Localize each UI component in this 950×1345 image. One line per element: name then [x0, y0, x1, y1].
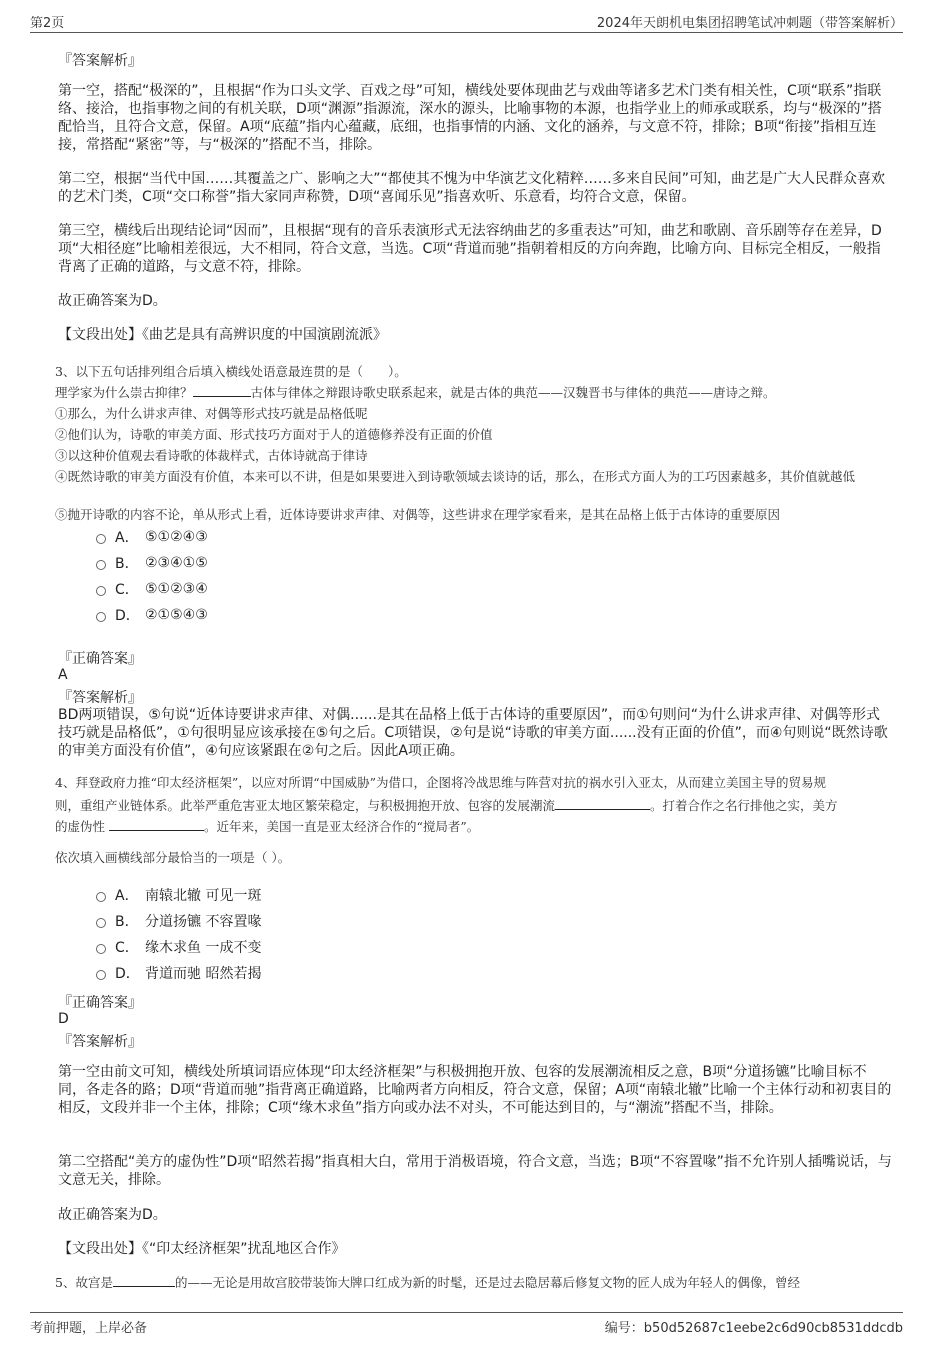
q2-analysis-para3: 第三空，横线后出现结论词“因而”，且根据“现有的音乐表演形式无法容纳曲艺的多重表达”可知，曲艺和歌剧、音乐剧等存在差异，D项“大相径庭”比喻相差很远，大不相同，符合文意，当选。C项“背道而驰”指朝着相反的方向奔跑，比喻方向、目标完全相反，一般指背离了正确的道路，与文意不符，排除。	[58, 223, 882, 275]
q4-analysis-para1: 第一空由前文可知，横线处所填词语应体现“印太经济框架”与积极拥抱开放、包容的发展潮流相反之意，B项“分道扬镳”比喻目标不同，各走各的路；D项“背道而驰”指背离正确道路，比喻两者方向相反，符合文意，保留；A项“南辕北辙”比喻一个主体行动和初衷目的相反，文段并非一个主体，排除；C项“缘木求鱼”指方向或办法不对头，不可能达到目的，与“潮流”搭配不当，排除。	[58, 1064, 892, 1116]
footer-slogan: 考前押题，上岸必备	[30, 1321, 148, 1336]
q2-analysis-para2: 第二空，根据“当代中国……其覆盖之广、影响之大”“都使其不愧为中华演艺文化精粹……多来自民间”可知，曲艺是广大人民群众喜欢的艺术门类，C项“交口称誉”指大家同声称赞，D项“喜闻乐见”指喜欢听、乐意看，均符合文意，保留。	[58, 171, 886, 205]
q4-blank-2	[109, 818, 204, 831]
option-letter: B．	[115, 914, 139, 930]
option-text: ②①⑤④③	[145, 607, 208, 623]
q3-intro-tail: 古体与律体之辩跟诗歌史联系起来，就是古体的典范——汉魏晋书与律体的典范——唐诗之辩。	[250, 385, 776, 400]
q4-prompt: 依次填入画横线部分最恰当的一项是（ ）。	[55, 850, 291, 865]
q3-analysis: BD两项错误，⑤句说“近体诗要讲求声律、对偶......是其在品格上低于古体诗的重要原因”，而①句则问“为什么讲求声律、对偶等形式技巧就是品格低”，①句很明显应该承接在⑤句之后。C项错误，②句是说“诗歌的审美方面......没有正面的价值”，而④句则说“既然诗歌的审美方面没有价值”，④句应该紧跟在②句之后。因此A项正确。	[58, 707, 888, 759]
q3-blank	[193, 384, 251, 397]
q3-sentence-1: ①那么，为什么讲求声律、对偶等形式技巧就是品格低呢	[55, 406, 368, 421]
q3-stem: 3、以下五句话排列组合后填入横线处语意最连贯的是（ ）。	[55, 364, 407, 379]
document-id: 编号：b50d52687c1eebe2c6d90cb8531ddcdb	[604, 1321, 903, 1336]
q4-blank-1	[555, 797, 650, 810]
option-letter: A．	[115, 530, 139, 546]
footer-divider	[30, 1312, 903, 1313]
q4-conclusion: 故正确答案为D。	[58, 1207, 167, 1223]
radio-icon[interactable]	[96, 586, 106, 596]
q5-stem	[55, 1273, 895, 1293]
radio-icon[interactable]	[96, 892, 106, 902]
page-number: 第2页	[30, 16, 65, 31]
option-text: 缘木求鱼 一成不变	[145, 940, 262, 956]
q2-conclusion: 故正确答案为D。	[58, 293, 167, 309]
q3-option-c[interactable]	[96, 579, 208, 599]
q4-analysis-para2: 第二空搭配“美方的虚伪性”D项“昭然若揭”指真相大白，常用于消极语境，符合文意，当选；B项“不容置喙”指不允许别人插嘴说话，与文意无关，排除。	[58, 1154, 892, 1188]
q4-option-c[interactable]	[96, 937, 261, 957]
q4-source-label: 【文段出处】	[58, 1241, 142, 1257]
q3-intro-lead: 理学家为什么崇古抑律？	[55, 385, 193, 400]
q3-sentence-3: ③以这种价值观去看诗歌的体裁样式，古体诗就高于律诗	[55, 448, 368, 463]
q3-option-d[interactable]	[96, 605, 208, 625]
radio-icon[interactable]	[96, 944, 106, 954]
option-text: 南辕北辙 可见一斑	[145, 888, 262, 904]
q4-stem-part: 。近年来，美国一直是亚太经济合作的“搅局者”。	[204, 819, 480, 834]
q4-option-d[interactable]	[96, 963, 261, 983]
q3-analysis-label: 『答案解析』	[58, 690, 142, 706]
document-title: 2024年天朗机电集团招聘笔试冲刺题（带答案解析）	[596, 16, 903, 31]
header-divider	[30, 32, 903, 33]
q4-stem-line3	[55, 817, 895, 837]
option-text: 背道而驰 昭然若揭	[145, 966, 262, 982]
q4-stem-part: 。打着合作之名行排他之实，美方	[650, 798, 838, 813]
q4-option-b[interactable]	[96, 911, 261, 931]
q4-answer-label: 『正确答案』	[58, 995, 142, 1011]
radio-icon[interactable]	[96, 970, 106, 980]
q2-source-label: 【文段出处】	[58, 327, 142, 343]
option-letter: A．	[115, 888, 139, 904]
option-letter: B．	[115, 556, 139, 572]
q3-sentence-5: ⑤抛开诗歌的内容不论，单从形式上看，近体诗要讲求声律、对偶等，这些讲求在理学家看来，是其在品格上低于古体诗的重要原因	[55, 507, 781, 522]
option-text: ②③④①⑤	[145, 555, 208, 571]
q4-stem-line2	[55, 796, 895, 816]
radio-icon[interactable]	[96, 918, 106, 928]
q4-source	[58, 1240, 346, 1258]
option-text: ⑤①②④③	[145, 529, 208, 545]
q2-analysis-label: 『答案解析』	[58, 53, 142, 69]
q3-sentence-4: ④既然诗歌的审美方面没有价值，本来可以不讲，但是如果要进入到诗歌领域去谈诗的话，那么，在形式方面人为的工巧因素越多，其价值就越低	[55, 469, 856, 484]
q2-source-title: 《曲艺是具有高辨识度的中国演剧流派》	[142, 327, 387, 343]
q4-stem-line1: 4、拜登政府力推“印太经济框架”，以应对所谓“中国威胁”为借口，企图将冷战思维与阵营对抗的祸水引入亚太，从而建立美国主导的贸易规	[55, 775, 827, 790]
q3-option-b[interactable]	[96, 553, 208, 573]
option-letter: C．	[115, 940, 139, 956]
q4-analysis-label: 『答案解析』	[58, 1034, 142, 1050]
q2-analysis-para1: 第一空，搭配“极深的”，且根据“作为口头文学、百戏之母”可知，横线处要体现曲艺与戏曲等诸多艺术门类有相关性，C项“联系”指联络、接洽，也指事物之间的有机关联，D项“渊源”指源流，深水的源头，比喻事物的本源，也指学业上的师承或联系，均与“极深的”搭配恰当，且符合文意，保留。A项“底蕴”指内心蕴藏，底细，也指事情的内涵、文化的涵养，与文意不符，排除；B项“衔接”指相互连接，常搭配“紧密”等，与“极深的”搭配不当，排除。	[58, 83, 882, 153]
q5-stem-part: 5、故宫是	[55, 1275, 113, 1290]
q4-option-a[interactable]	[96, 885, 261, 905]
q3-sentence-2: ②他们认为，诗歌的审美方面、形式技巧方面对于人的道德修养没有正面的价值	[55, 427, 493, 442]
option-letter: D．	[115, 966, 140, 982]
q4-answer: D	[58, 1011, 69, 1027]
q3-answer: A	[58, 667, 68, 683]
radio-icon[interactable]	[96, 560, 106, 570]
option-letter: C．	[115, 582, 139, 598]
q4-stem-part: 的虚伪性	[55, 819, 106, 834]
q4-source-title: 《“印太经济框架”扰乱地区合作》	[142, 1241, 346, 1257]
q2-source	[58, 326, 387, 344]
option-letter: D．	[115, 608, 140, 624]
q5-stem-part: 的——无论是用故宫胶带装饰大牌口红成为新的时髦，还是过去隐居幕后修复文物的匠人成为年轻人的偶像，曾经	[174, 1275, 800, 1290]
q3-intro	[55, 383, 895, 403]
q5-blank	[113, 1274, 175, 1287]
radio-icon[interactable]	[96, 612, 106, 622]
q4-stem-part: 则，重组产业链体系。此举严重危害亚太地区繁荣稳定，与积极拥抱开放、包容的发展潮流	[55, 798, 556, 813]
q3-answer-label: 『正确答案』	[58, 651, 142, 667]
radio-icon[interactable]	[96, 534, 106, 544]
q3-option-a[interactable]	[96, 527, 208, 547]
option-text: 分道扬镳 不容置喙	[145, 914, 262, 930]
option-text: ⑤①②③④	[145, 581, 208, 597]
